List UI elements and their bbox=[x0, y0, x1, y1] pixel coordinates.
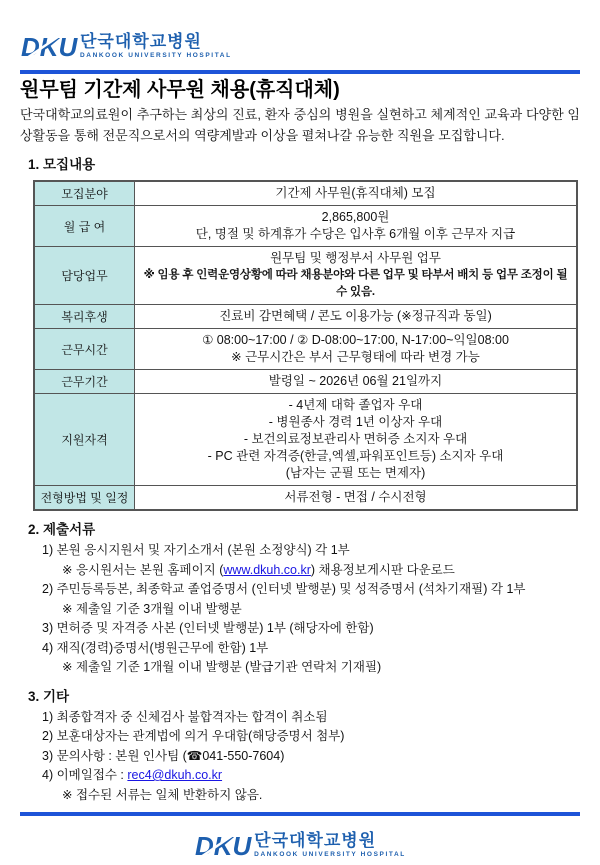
row-value: ※ 근무시간은 부서 근무형태에 따라 변경 가능 bbox=[231, 350, 480, 364]
list-item-note: ※ 제출일 기준 1개월 이내 발행분 (발급기관 연락처 기재필) bbox=[62, 660, 382, 674]
hospital-name-korean: 단국대학교병원 bbox=[254, 831, 377, 850]
row-label: 전형방법 및 일정 bbox=[34, 486, 135, 511]
email-link[interactable]: rec4@dkuh.co.kr bbox=[127, 768, 223, 782]
row-value: (남자는 군필 또는 면제자) bbox=[285, 466, 426, 480]
table-row-work-period bbox=[34, 370, 577, 394]
row-label: 복리후생 bbox=[34, 305, 135, 329]
row-value: - 4년제 대학 졸업자 우대 bbox=[288, 398, 423, 412]
list-item: 3) 문의사항 : 본원 인사팀 (☎041-550-7604) bbox=[42, 748, 285, 763]
row-value: - 병원종사 경력 1년 이상자 우대 bbox=[268, 415, 443, 429]
table-row-duties bbox=[34, 247, 577, 305]
list-item-note: ※ 제출일 기준 3개월 이내 발행분 bbox=[62, 601, 242, 616]
row-value: 서류전형 - 면접 / 수시전형 bbox=[284, 490, 427, 504]
row-value: 진료비 감면혜택 / 콘도 이용가능 (※정규직과 동일) bbox=[219, 309, 492, 323]
list-item: 2) 보훈대상자는 관계법에 의거 우대함(해당증명서 첨부) bbox=[42, 729, 345, 743]
table-row-welfare bbox=[34, 305, 577, 329]
list-item: 1) 최종합격자 중 신체검사 불합격자는 합격이 취소됨 bbox=[42, 709, 328, 724]
table-row-work-hours bbox=[34, 329, 577, 370]
list-item: 4) 재직(경력)증명서(병원근무에 한함) 1부 bbox=[42, 640, 269, 655]
recruit-table bbox=[33, 180, 578, 511]
row-value: 기간제 사무원(휴직대체) 모집 bbox=[275, 186, 436, 200]
section-title-etc: 3. 기타 bbox=[28, 688, 70, 704]
list-item bbox=[20, 766, 580, 786]
intro-paragraph: 단국대학교의료원이 추구하는 최상의 진료, 환자 중심의 병원을 실현하고 체계적인 교육과 다양한 임상활동을 통해 전문직으로서의 역량계발과 이상을 펼쳐나갈 유능한 직원을 모집합니다. bbox=[20, 107, 580, 143]
list-item: 2) 주민등록등본, 최종학교 졸업증명서 (인터넷 발행분) 및 성적증명서 (석차기재필) 각 1부 bbox=[42, 582, 526, 596]
list-item: 3) 면허증 및 자격증 사본 (인터넷 발행분) 1부 (해당자에 한함) bbox=[42, 621, 374, 635]
page-title: 원무팀 기간제 사무원 채용(휴직대체) bbox=[20, 79, 340, 101]
hospital-name-korean: 단국대학교병원 bbox=[80, 32, 202, 51]
documents-list bbox=[20, 541, 580, 678]
row-value: ① 08:00~17:00 / ② D-08:00~17:00, N-17:00~익일08:00 bbox=[202, 333, 509, 347]
hospital-logo-text bbox=[80, 32, 232, 60]
homepage-link[interactable]: www.dkuh.co.kr bbox=[223, 562, 311, 577]
hospital-logo bbox=[20, 26, 580, 66]
dku-logo-abbr: DKU bbox=[21, 32, 78, 62]
row-value: - PC 관련 자격증(한글,엑셀,파워포인트등) 소지자 우대 bbox=[207, 449, 504, 463]
section-title-documents: 2. 제출서류 bbox=[28, 522, 96, 537]
table-row-selection-process bbox=[34, 486, 577, 511]
hospital-logo-footer bbox=[194, 825, 406, 865]
row-label: 담당업무 bbox=[34, 247, 135, 305]
row-value-note: ※ 임용 후 인력운영상황에 따라 채용분야와 다른 업무 및 타부서 배치 등 업무 조정이 될 수 있음. bbox=[143, 269, 568, 298]
row-value: 단, 명절 및 하계휴가 수당은 입사후 6개월 이후 근무자 지급 bbox=[195, 227, 516, 241]
header bbox=[20, 26, 580, 66]
email-label: 4) 이메일접수 : bbox=[42, 768, 128, 782]
row-label: 지원자격 bbox=[34, 394, 135, 486]
table-row-field bbox=[34, 181, 577, 206]
footer-divider bbox=[20, 812, 580, 816]
list-item: 1) 본원 응시지원서 및 자기소개서 (본원 소정양식) 각 1부 bbox=[42, 543, 350, 557]
header-divider bbox=[20, 70, 580, 74]
hospital-name-english: DANKOOK UNIVERSITY HOSPITAL bbox=[254, 851, 406, 858]
list-item-note bbox=[20, 561, 580, 581]
row-value: 2,865,800원 bbox=[321, 210, 390, 224]
footer bbox=[20, 825, 580, 865]
dku-logo-icon bbox=[194, 826, 252, 864]
dku-logo-abbr: DKU bbox=[195, 831, 252, 861]
note-text: ) 채용정보게시판 다운로드 bbox=[310, 562, 455, 577]
dku-logo-icon bbox=[20, 27, 78, 65]
section-title-recruit: 1. 모집내용 bbox=[28, 157, 96, 172]
etc-list bbox=[20, 708, 580, 806]
footer-logo-wrap bbox=[20, 825, 580, 865]
hospital-name-english: DANKOOK UNIVERSITY HOSPITAL bbox=[80, 52, 232, 59]
row-value: 발령일 ~ 2026년 06월 21일까지 bbox=[268, 374, 443, 388]
row-label: 근무시간 bbox=[34, 329, 135, 370]
row-label: 근무기간 bbox=[34, 370, 135, 394]
row-value: 원무팀 및 행정부서 사무원 업무 bbox=[270, 251, 441, 265]
row-label: 월 급 여 bbox=[34, 206, 135, 247]
row-value: - 보건의료정보관리사 면허증 소지자 우대 bbox=[243, 432, 468, 446]
table-row-salary bbox=[34, 206, 577, 247]
hospital-logo-text bbox=[254, 831, 406, 859]
table-row-qualifications bbox=[34, 394, 577, 486]
note-text: ※ 응시원서는 본원 홈페이지 ( bbox=[62, 562, 224, 577]
row-label: 모집분야 bbox=[34, 181, 135, 206]
list-item-note: ※ 접수된 서류는 일체 반환하지 않음. bbox=[62, 787, 263, 802]
